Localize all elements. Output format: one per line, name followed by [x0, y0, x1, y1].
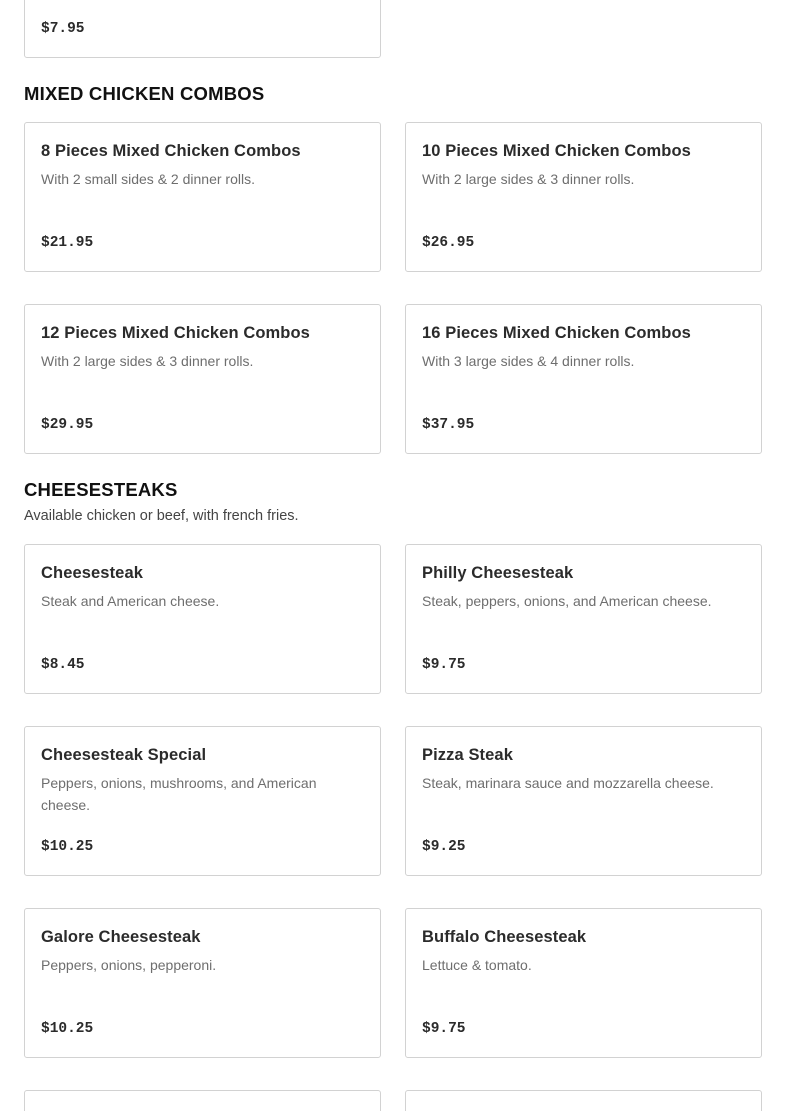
- menu-item-description: Peppers, onions, pepperoni.: [41, 957, 217, 973]
- section-title-cheesesteaks: CHEESESTEAKS: [24, 479, 178, 500]
- menu-item-price: $9.75: [422, 1021, 466, 1037]
- menu-item-description: With 3 large sides & 4 dinner rolls.: [422, 353, 635, 369]
- menu-item-price: $10.25: [41, 1021, 94, 1037]
- menu-item-name: Cheesesteak Special: [41, 746, 207, 764]
- menu-item-name: 12 Pieces Mixed Chicken Combos: [41, 324, 310, 342]
- menu-item-description: Peppers, onions, mushrooms, and American cheese.: [41, 775, 317, 813]
- menu-item-name: Galore Cheesesteak: [41, 928, 201, 946]
- menu-item-card[interactable]: [405, 908, 762, 1058]
- menu-item-description: With 2 small sides & 2 dinner rolls.: [41, 171, 255, 187]
- menu-item-description: With 2 large sides & 3 dinner rolls.: [41, 353, 254, 369]
- menu-item-card[interactable]: [24, 726, 381, 876]
- menu-item-description: With 2 large sides & 3 dinner rolls.: [422, 171, 635, 187]
- menu-item-description: Steak, marinara sauce and mozzarella cheese.: [422, 775, 714, 791]
- menu-item-description: Steak and American cheese.: [41, 593, 220, 609]
- menu-item-price: $37.95: [422, 417, 475, 433]
- menu-item-name: Philly Cheesesteak: [422, 564, 574, 582]
- menu-item-card[interactable]: [405, 544, 762, 694]
- menu-item-name: 10 Pieces Mixed Chicken Combos: [422, 142, 691, 160]
- menu-item-price: $21.95: [41, 235, 94, 251]
- menu-item-card[interactable]: [24, 0, 381, 58]
- menu-item-name: 8 Pieces Mixed Chicken Combos: [41, 142, 301, 160]
- menu-item-price: $9.75: [422, 657, 466, 673]
- menu-item-card[interactable]: [24, 1090, 381, 1111]
- menu-item-description: Lettuce & tomato.: [422, 957, 532, 973]
- menu-item-card[interactable]: [24, 122, 381, 272]
- menu-item-price: $9.25: [422, 839, 466, 855]
- menu-item-price: $7.95: [41, 21, 85, 37]
- menu-item-description: Steak, peppers, onions, and American cheese.: [422, 593, 712, 609]
- menu-item-name: Buffalo Cheesesteak: [422, 928, 587, 946]
- section-title-mixed-chicken-combos: MIXED CHICKEN COMBOS: [24, 83, 265, 104]
- section-subtitle: Available chicken or beef, with french fries.: [24, 508, 299, 524]
- menu-item-card[interactable]: [405, 726, 762, 876]
- menu-item-name: 16 Pieces Mixed Chicken Combos: [422, 324, 691, 342]
- menu-item-card[interactable]: [405, 304, 762, 454]
- menu-item-price: $26.95: [422, 235, 475, 251]
- menu-item-name: Pizza Steak: [422, 746, 513, 764]
- menu-item-name: Cheesesteak: [41, 564, 144, 582]
- menu-item-card[interactable]: [405, 1090, 762, 1111]
- menu-item-card[interactable]: [24, 908, 381, 1058]
- menu-item-card[interactable]: [24, 304, 381, 454]
- menu-item-price: $10.25: [41, 839, 94, 855]
- menu-item-price: $8.45: [41, 657, 85, 673]
- menu-item-card[interactable]: [405, 122, 762, 272]
- menu-item-card[interactable]: [24, 544, 381, 694]
- menu-item-price: $29.95: [41, 417, 94, 433]
